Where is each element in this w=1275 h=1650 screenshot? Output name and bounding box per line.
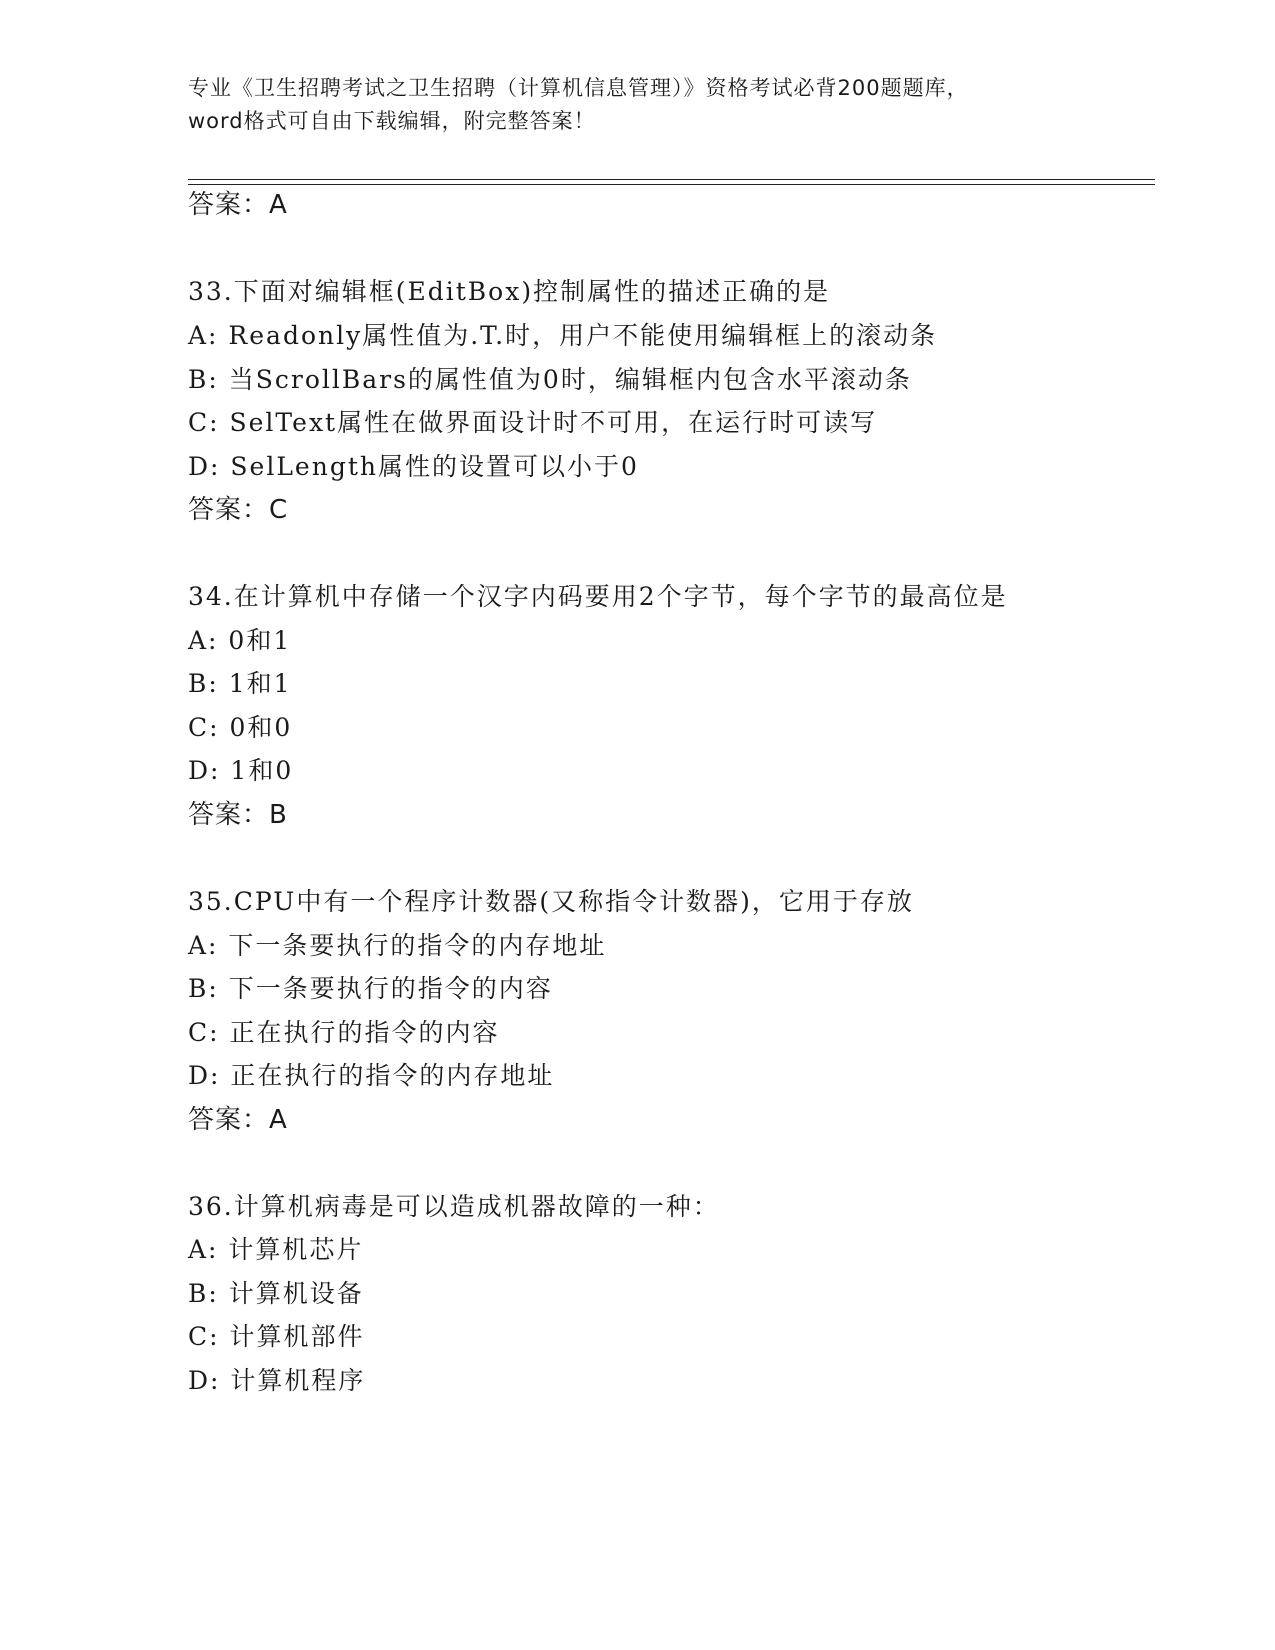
question-33-option-d: D: SelLength属性的设置可以小于0 [188,452,639,481]
question-34-option-d: D: 1和0 [188,756,294,785]
document-header [188,72,1088,138]
question-34-answer: 答案：B [188,800,288,830]
question-33-answer: 答案：C [188,495,289,525]
question-33-option-b: B: 当ScrollBars的属性值为0时，编辑框内包含水平滚动条 [188,365,912,394]
question-34-option-c: C: 0和0 [188,713,293,742]
question-35-option-d: D: 正在执行的指令的内存地址 [188,1061,555,1090]
question-35-option-c: C: 正在执行的指令的内容 [188,1018,500,1047]
question-35-answer: 答案：A [188,1105,288,1135]
question-36-option-b: B: 计算机设备 [188,1279,364,1308]
question-36-stem: 36.计算机病毒是可以造成机器故障的一种： [188,1192,720,1221]
question-34-option-b: B: 1和1 [188,669,292,698]
header-line-1: 专业《卫生招聘考试之卫生招聘（计算机信息管理）》资格考试必背200题题库， [188,76,969,100]
header-line-2: word格式可自由下载编辑，附完整答案！ [188,109,596,133]
question-33-option-a: A: Readonly属性值为.T.时，用户不能使用编辑框上的滚动条 [188,321,938,350]
header-rule-top [188,179,1155,180]
question-35-option-a: A: 下一条要执行的指令的内存地址 [188,931,607,960]
header-rule-bottom [188,184,1155,185]
question-33-option-c: C: SelText属性在做界面设计时不可用，在运行时可读写 [188,408,878,437]
question-34-option-a: A: 0和1 [188,626,292,655]
question-36-option-c: C: 计算机部件 [188,1322,365,1351]
question-34-stem: 34.在计算机中存储一个汉字内码要用2个字节，每个字节的最高位是 [188,582,1008,611]
question-33-stem: 33.下面对编辑框(EditBox)控制属性的描述正确的是 [188,277,831,306]
question-35-option-b: B: 下一条要执行的指令的内容 [188,974,553,1003]
question-36-option-a: A: 计算机芯片 [188,1235,364,1264]
previous-answer: 答案：A [188,190,288,220]
question-36-option-d: D: 计算机程序 [188,1366,366,1395]
question-35-stem: 35.CPU中有一个程序计数器(又称指令计数器)，它用于存放 [188,887,914,916]
